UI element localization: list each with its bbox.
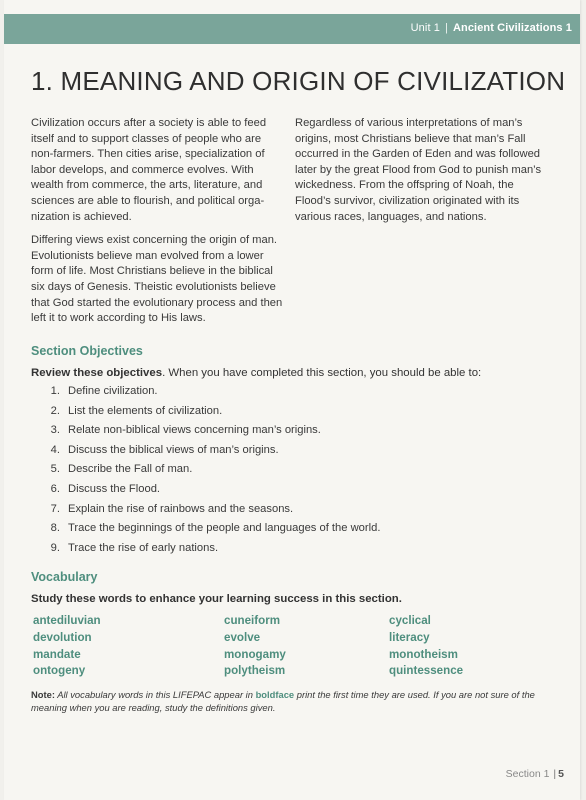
vocabulary-heading: Vocabulary: [31, 570, 98, 584]
objective-text: Discuss the Flood.: [68, 482, 161, 495]
objective-number: 3.: [50, 424, 60, 437]
vocab-word: antediluvian: [33, 614, 101, 627]
vocab-word: ontogeny: [33, 664, 86, 678]
objective-number: 4.: [50, 443, 60, 456]
objective-number: 6.: [50, 482, 60, 495]
vocab-word: evolve: [224, 630, 261, 644]
page-footer: [506, 768, 564, 780]
objective-number: 7.: [50, 502, 60, 515]
objective-text: Trace the rise of early nations.: [68, 541, 219, 554]
vocab-word: monotheism: [389, 647, 458, 661]
objective-text: Explain the rise of rainbows and the seasons.: [68, 502, 294, 515]
objective-item: [31, 522, 380, 542]
objective-item: [31, 424, 380, 444]
objective-text: Describe the Fall of man.: [68, 463, 193, 476]
vocab-word: cuneiform: [224, 614, 281, 627]
vocabulary-note: [31, 688, 553, 714]
objective-number: 5.: [50, 463, 60, 476]
intro-column-left: [31, 116, 284, 335]
objectives-list: [31, 385, 380, 561]
header-separator: |: [444, 22, 448, 34]
objective-item: [31, 542, 380, 562]
vocabulary-intro: Study these words to enhance your learning success in this section.: [31, 593, 402, 605]
objective-text: Define civilization.: [68, 385, 158, 397]
note-boldface: boldface: [255, 689, 295, 700]
objectives-heading: Section Objectives: [31, 344, 143, 358]
objective-number: 9.: [50, 541, 60, 554]
objective-text: Trace the beginnings of the people and languages of the world.: [68, 522, 381, 535]
note-label: Note:: [31, 689, 55, 700]
footer-separator: |: [553, 768, 557, 780]
vocab-word: quintessence: [389, 664, 464, 678]
vocab-word: polytheism: [224, 664, 286, 678]
note-text: print the first time they are used. If you are not sure of the meaning when you are reading, study the definitions given.: [31, 689, 535, 713]
objective-item: [31, 444, 380, 464]
intro-paragraph: Regardless of various interpretations of man’s origins, most Christians believe that man’s Fall occurred in the Garden of Eden and was followed later by the great Flood from God to punish man’s wickedness. From the offspring of Noah, the Flood’s survivor, civilization originated with its various races, languages, and nations.: [295, 117, 542, 223]
intro-column-right: [295, 116, 547, 233]
vocab-word: cyclical: [389, 614, 431, 627]
vocab-word: devolution: [33, 630, 92, 644]
footer-section-label: Section 1: [505, 768, 550, 780]
workbook-page: [4, 0, 580, 800]
objectives-intro: [31, 367, 551, 379]
objectives-intro-rest: . When you have completed this section, you should be able to:: [162, 367, 482, 379]
objective-text: Discuss the biblical views of man’s origins.: [68, 443, 279, 456]
intro-paragraph: Differing views exist concerning the origin of man. Evolutionists believe man evolved from a lower form of life. Most Christians believe in the biblical six days of Genesis. Theistic evolutionists believe that God started the evolutionary process and then left it to work according to His laws.: [31, 234, 283, 325]
vocab-word: literacy: [389, 630, 430, 644]
objective-text: Relate non-biblical views concerning man’s origins.: [68, 424, 321, 437]
vocab-word: mandate: [33, 647, 81, 661]
objective-number: 8.: [50, 522, 60, 535]
page-number: 5: [558, 768, 564, 780]
objectives-intro-bold: Review these objectives: [31, 367, 163, 379]
objective-item: [31, 405, 380, 425]
objective-item: [31, 483, 380, 503]
section-title: 1. MEANING AND ORIGIN OF CIVILIZATION: [31, 66, 566, 96]
objective-number: 1.: [50, 385, 60, 397]
objective-number: 2.: [50, 404, 60, 417]
header-band: [4, 14, 580, 44]
vocabulary-list: [33, 614, 539, 681]
course-title: Ancient Civilizations 1: [452, 22, 572, 34]
intro-paragraph: Civilization occurs after a society is able to feed itself and to support classes of people who are non-farmers. Then cities arise, specialization of labor develops, and commerce evolves. With wealth from commerce, the arts, literature, and sciences are able to flourish, and political organization is achieved.: [31, 117, 267, 223]
unit-label: Unit 1: [410, 22, 440, 34]
vocab-word: monogamy: [224, 647, 286, 661]
objective-item: [31, 503, 380, 523]
objective-item: [31, 463, 380, 483]
objective-item: [31, 385, 380, 405]
note-text: All vocabulary words in this LIFEPAC appear in: [54, 689, 256, 700]
objective-text: List the elements of civilization.: [68, 404, 223, 417]
running-header: [411, 22, 572, 34]
